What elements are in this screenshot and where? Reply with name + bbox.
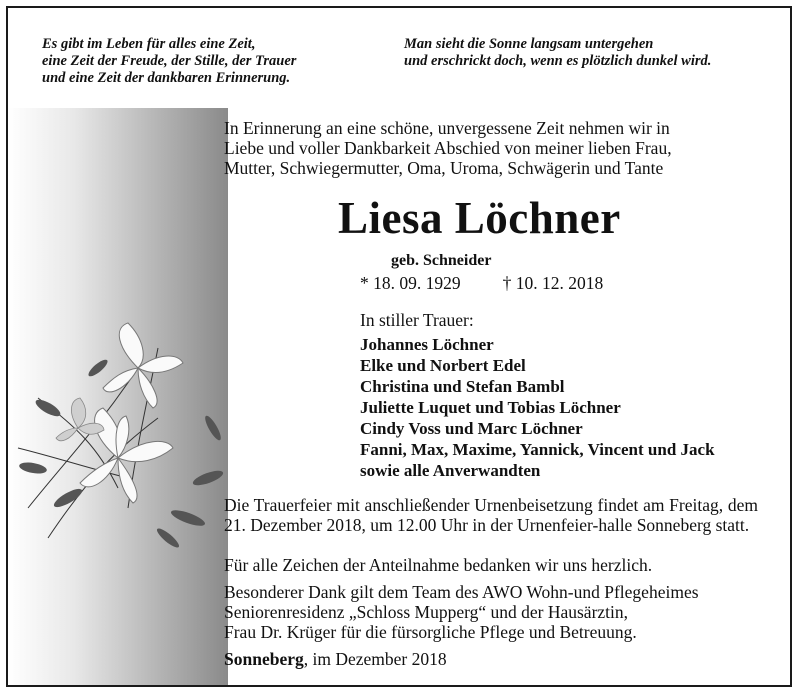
mourner-item: Elke und Norbert Edel	[360, 356, 526, 375]
birth-name: geb. Schneider	[391, 252, 492, 269]
mourner-item: Cindy Voss und Marc Löchner	[360, 419, 583, 438]
intro-text: In Erinnerung an eine schöne, unvergessene Zeit nehmen wir in Liebe und voller Dankbarkeit Abschied von meiner lieben Frau, Mutter, Schwiegermutter, Oma, Uroma, Schwägerin und Tante	[224, 118, 672, 178]
thanks-text: Für alle Zeichen der Anteilnahme bedanken wir uns herzlich.	[224, 555, 653, 575]
mourner-item: Johannes Löchner	[360, 335, 494, 354]
mourner-item: Fanni, Max, Maxime, Yannick, Vincent und Jack	[360, 440, 715, 459]
mourners-list	[360, 334, 715, 481]
mourner-item: sowie alle Anverwandten	[360, 461, 541, 480]
special-thanks: Besonderer Dank gilt dem Team des AWO Wohn-und Pflegeheimes Seniorenresidenz „Schloss Mupperg“ und der Hausärztin, Frau Dr. Krüger für die fürsorgliche Pflege und Betreuung.	[224, 582, 699, 642]
mourning-label: In stiller Trauer:	[360, 310, 474, 330]
place-name: Sonneberg	[224, 649, 304, 669]
poem-right: Man sieht die Sonne langsam untergehen und erschrickt doch, wenn es plötzlich dunkel wird.	[404, 36, 712, 69]
death-date: † 10. 12. 2018	[502, 273, 604, 293]
lily-flower-illustration	[8, 308, 238, 548]
place-date-line	[224, 649, 447, 670]
mourner-item: Juliette Luquet und Tobias Löchner	[360, 398, 621, 417]
birth-date: * 18. 09. 1929	[360, 273, 461, 293]
deceased-name: Liesa Löchner	[338, 193, 621, 243]
poem-left: Es gibt im Leben für alles eine Zeit, eine Zeit der Freude, der Stille, der Trauer und eine Zeit der dankbaren Erinnerung.	[42, 36, 297, 86]
mourner-item: Christina und Stefan Bambl	[360, 377, 565, 396]
date-line: , im Dezember 2018	[303, 649, 447, 669]
obituary-frame	[6, 6, 792, 687]
funeral-notice: Die Trauerfeier mit anschließender Urnenbeisetzung findet am Freitag, dem 21. Dezember 2018, um 12.00 Uhr in der Urnenfeier-halle Sonneberg statt.	[224, 495, 758, 535]
life-dates	[360, 273, 603, 294]
